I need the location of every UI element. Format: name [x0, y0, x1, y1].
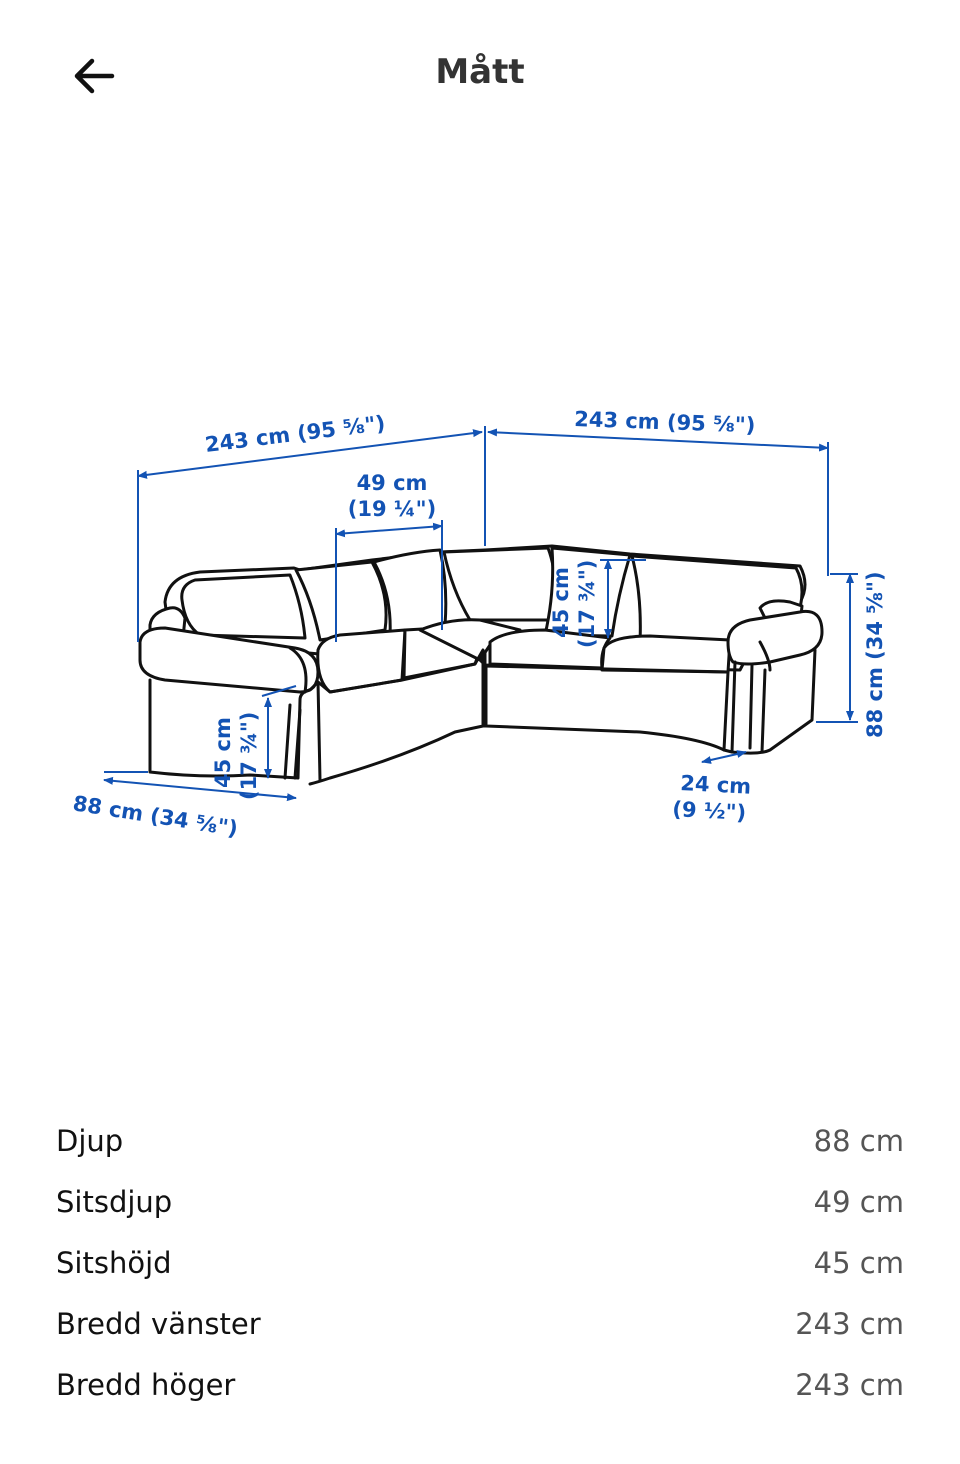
- dim-seat-height-left-in: (17 ¾"): [237, 711, 261, 800]
- dim-width-right: 243 cm (95 ⅝"): [573, 407, 756, 438]
- dim-seat-depth-in: (19 ¼"): [347, 497, 437, 521]
- spec-label: Bredd vänster: [56, 1306, 261, 1341]
- dim-seat-height-right-in: (17 ¾"): [575, 559, 599, 648]
- dim-depth-left: 88 cm (34 ⅝"): [71, 791, 240, 841]
- header: [0, 0, 960, 150]
- spec-value: 243 cm: [795, 1306, 904, 1341]
- dim-seat-depth-cm: 49 cm: [356, 471, 428, 495]
- spec-value: 49 cm: [813, 1184, 904, 1219]
- spec-row-seat-height: [56, 1232, 904, 1293]
- page-title: Mått: [435, 52, 525, 92]
- spec-row-width-right: [56, 1354, 904, 1415]
- dim-leg-height-in: (9 ½"): [671, 797, 747, 825]
- dim-height-right: 88 cm (34 ⅝"): [863, 571, 887, 738]
- dim-seat-height-left-cm: 45 cm: [211, 717, 235, 788]
- dim-leg-height-cm: 24 cm: [679, 771, 752, 799]
- spec-label: Sitsdjup: [56, 1184, 173, 1219]
- dim-seat-height-right-cm: 45 cm: [549, 567, 573, 638]
- spec-value: 45 cm: [813, 1245, 904, 1280]
- dim-width-left: 243 cm (95 ⅝"): [203, 411, 387, 457]
- spec-value: 243 cm: [795, 1367, 904, 1402]
- spec-row-depth: [56, 1110, 904, 1171]
- spec-label: Djup: [56, 1123, 124, 1158]
- spec-row-seat-depth: [56, 1171, 904, 1232]
- spec-label: Sitshöjd: [56, 1245, 172, 1280]
- spec-label: Bredd höger: [56, 1367, 236, 1402]
- specs-list: [56, 1110, 904, 1415]
- sofa-dimension-illustration: [0, 380, 960, 880]
- spec-row-width-left: [56, 1293, 904, 1354]
- spec-value: 88 cm: [813, 1123, 904, 1158]
